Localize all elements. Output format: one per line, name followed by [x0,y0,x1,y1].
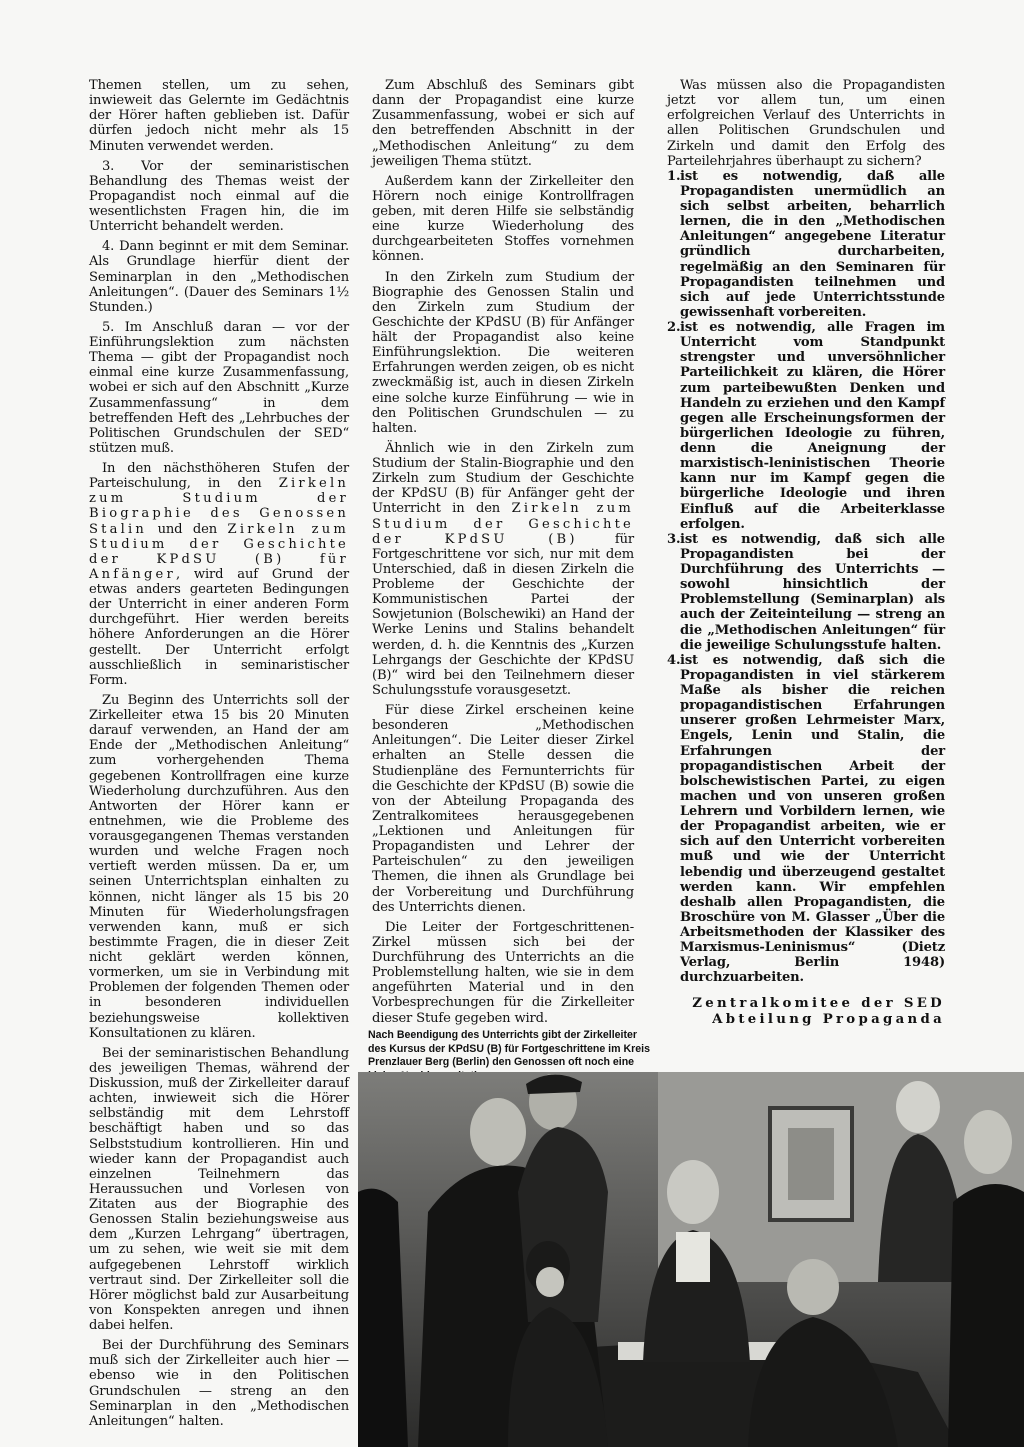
list-text: ist es notwendig, alle Fragen im Unterricht vom Standpunkt strengster und unversöhnlicher Parteilichkeit zu klären, die Hörer zum parteibewußten Denken und Handeln zu erziehen und den Kampf gegen alle Erscheinungsformen der bürgerlichen Ideologie zu führen, denn die Aneignung der marxistisch-leninistischen Theorie kann nur im Kampf gegen die bürgerliche Ideologie und ihren Einfluß auf die Arbeiterklasse erfolgen. [680,320,945,532]
paragraph: Die Leiter der Fortgeschrittenen-Zirkel müssen sich bei der Durchführung des Unterrichts an die Problemstellung halten, wie sie in dem angeführten Material und in den Vorbesprechungen für die Zirkelleiter dieser Stufe gegeben wird. [372,919,634,1026]
paragraph: Außerdem kann der Zirkelleiter den Hörern noch einige Kontrollfragen geben, mit deren Hilfe sie selbständig eine kurze Wiederholung des durchgearbeiteten Stoffes vornehmen können. [372,173,634,265]
paragraph: Für diese Zirkel erscheinen keine besonderen „Methodischen Anleitungen“. Die Leiter dieser Zirkel erhalten an Stelle dessen die Studienpläne des Fernunterrichts für die Geschichte der KPdSU (B) sowie die von der Abteilung Propaganda des Zentralkomitees herausgegebenen „Lektionen und Anleitungen für Propagandisten und Lehrer der Parteischulen“ zu den jeweiligen Themen, die ihnen als Grundlage bei der Vorbereitung und Durchführung des Unterrichts dienen. [372,703,634,915]
photo-caption: Nach Beendigung des Unterrichts gibt der Zirkelleiter des Kursus der KPdSU (B) für Fortgeschrittene im Kreis Prenzlauer Berg (Berlin) den Genossen oft noch eine [368,1029,650,1068]
list-text: ist es notwendig, daß sich alle Propagandisten bei der Durchführung des Unterrichts — sowohl hinsichtlich der Problemstellung (Seminarplan) als auch der Zeiteinteilung — streng an die „Methodischen Anleitungen“ für die jeweilige Schulungsstufe halten. [680,531,945,653]
list-number: 3. [667,531,681,547]
paragraph: 3. Vor der seminaristischen Behandlung des Themas weist der Propagandist noch einmal auf die wesentlichsten Fragen hin, die im Unterricht behandelt werden. [89,158,349,235]
text-run: und den [147,521,228,537]
text-run: , wird auf Grund der etwas anders gearteten Bedingungen der Unterricht in einer anderen Form durchgeführt. Hier werden bereits höhere Anforderungen an die Hörer gestellt. Der Unterricht erfolgt ausschließlich in seminaristischer Form. [89,566,349,688]
text-run: Ähnlich wie in den Zirkeln zum Studium der Stalin-Biographie und den Zirkeln zum Studium der Geschichte der KPdSU (B) für Anfänger geht der Unterricht in den [372,440,634,517]
list-text: ist es notwendig, daß sich die Propagandisten in viel stärkerem Maße als bisher die reichen propagandistischen Erfahrungen unserer großen Lehrmeister Marx, Engels, Lenin und Stalin, die Erfahrungen der propagandistischen Arbeit der bolschewistischen Partei, zu eigen machen und von unseren großen Lehrern und Vorbildern lernen, wie der Propagandist arbeiten, wie er sich auf den Unterricht vorbereiten muß und wie der Unterricht lebendig und überzeugend gestaltet werden kann. Wir empfehlen deshalb allen Propagandisten, die Broschüre von M. Glasser „Über die Arbeitsmethoden der Klassiker des Marxismus-Leninismus“ (Dietz Verlag, Berlin 1948) durchzuarbeiten. [680,652,945,986]
paragraph: 5. Im Anschluß daran — vor der Einführungslektion zum nächsten Thema — gibt der Propagandist noch einmal eine kurze Zusammenfassung, wobei er sich auf den Abschnitt „Kurze Zusammenfassung“ in dem betreffenden Heft des „Lehrbuches der Politischen Grundschulen der SED“ stützen muß. [89,319,349,456]
list-item [667,320,945,532]
paragraph: Zum Abschluß des Seminars gibt dann der Propagandist eine kurze Zusammenfassung, wobei er sich auf den betreffenden Abschnitt in der „Methodischen Anleitung“ zu dem jeweiligen Thema stützt. [372,78,634,169]
signoff-line-2: Abteilung Propaganda [712,1011,945,1027]
paragraph: Bei der seminaristischen Behandlung des jeweiligen Themas, während der Diskussion, muß der Zirkelleiter darauf achten, inwieweit sich die Hörer selbständig mit dem Lehrstoff beschäftigt haben und so das Selbststudium kontrollieren. Hin und wieder kann der Propagandist auch einzelnen Teilnehmern das Heraussuchen und Vorlesen von Zitaten aus der Biographie des Genossen Stalin beziehungsweise aus dem „Kurzen Lehrgang“ übertragen, um zu sehen, wie weit sie mit dem aufgegebenen Lehrstoff wirklich vertraut sind. Der Zirkelleiter soll die Hörer möglichst bald zur Ausarbeitung von Konspekten anregen und ihnen dabei helfen. [89,1045,349,1333]
paragraph: Zu Beginn des Unterrichts soll der Zirkelleiter etwa 15 bis 20 Minuten darauf verwenden, an Hand der am Ende der „Methodischen Anleitung“ zum vorhergehenden Thema gegebenen Kontrollfragen eine kurze Wiederholung durchzuführen. Aus den Antworten der Hörer kann er entnehmen, wie die Probleme des vorausgegangenen Themas verstanden wurden und welche Fragen noch vertieft werden müssen. Da er, um seinen Unterrichtsplan einhalten zu können, nicht länger als 15 bis 20 Minuten für Wiederholungsfragen verwenden kann, muß er sich bestimmte Fragen, die in dieser Zeit nicht geklärt werden können, vormerken, um sie in Verbindung mit Problemen der folgenden Themen oder in besonderen individuellen beziehungsweise kollektiven Konsultationen zu klären. [89,692,349,1041]
text-column-3 [667,78,945,1028]
spaced-emphasis: Zirkeln zum Studium der Biographie des Genossen Stalin [89,476,349,537]
text-run: für Fortgeschrittene vor sich, nur mit dem Unterschied, daß in diesen Zirkeln die Probleme der Geschichte der Kommunistischen Partei der Sowjetunion (Bolschewiki) an Hand der Werke Lenins und Stalins behandelt werden, d. h. die Kenntnis des „Kurzen Lehrgangs der Geschichte der KPdSU (B)“ wird bei den Teilnehmern dieser Schulungsstufe vorausgesetzt. [372,531,634,698]
list-item [667,532,945,653]
text-column-2 [372,78,634,1026]
list-item [667,169,945,320]
paragraph: 4. Dann beginnt er mit dem Seminar. Als Grundlage hierfür dient der Seminarplan in den „Methodischen Anleitungen“. (Dauer des Seminars 1½ Stunden.) [89,239,349,315]
paragraph [89,461,349,688]
paragraph: In den Zirkeln zum Studium der Biographie des Genossen Stalin und den Zirkeln zum Studium der Geschichte der KPdSU (B) für Anfänger hält der Propagandist also keine Einführungslektion. Die weiteren Erfahrungen werden zeigen, ob es nicht zweckmäßig ist, auch in diesen Zirkeln eine solche kurze Einführung — wie in den Politischen Grundschulen — zu halten. [372,269,634,436]
paragraph: Themen stellen, um zu sehen, inwieweit das Gelernte im Gedächtnis der Hörer haften geblieben ist. Dafür dürfen jedoch nicht mehr als 15 Minuten verwendet werden. [89,78,349,154]
spaced-emphasis: Zirkeln zum Studium der Geschichte der KPdSU (B) [372,501,634,547]
numbered-list [667,169,945,986]
text-column-1 [89,78,349,1429]
signoff [667,996,945,1028]
paragraph [372,441,634,698]
paragraph: Was müssen also die Propagandisten jetzt vor allem tun, um einen erfolgreichen Verlauf des Unterrichts in allen Politischen Grundschulen und Zirkeln und damit den Erfolg des Parteilehrjahres überhaupt zu sichern? [667,78,945,169]
list-number: 4. [667,652,681,668]
list-text: ist es notwendig, daß alle Propagandisten unermüdlich an sich selbst arbeiten, beharrlich lernen, die in den „Methodischen Anleitungen“ angegebene Literatur gründlich durcharbeiten, regelmäßig an den Seminaren für Propagandisten teilnehmen und sich auf jede Unterrichtsstunde gewissenhaft vorbereiten. [680,168,945,320]
photo-illustration [358,1072,1024,1447]
spaced-emphasis: Zirkeln zum Studium der Geschichte der KPdSU (B) für Anfänger [89,521,349,582]
photograph [358,1072,1024,1447]
text-run: In den nächsthöheren Stufen der Parteischulung, in den [89,461,349,492]
signoff-line-1: Zentralkomitee der SED [692,995,945,1011]
list-item [667,653,945,986]
list-number: 2. [667,320,681,335]
paragraph: Bei der Durchführung des Seminars muß sich der Zirkelleiter auch hier — ebenso wie in den Politischen Grundschulen — streng an den Seminarplan in den „Methodischen Anleitungen“ halten. [89,1338,349,1429]
list-number: 1. [667,168,681,184]
